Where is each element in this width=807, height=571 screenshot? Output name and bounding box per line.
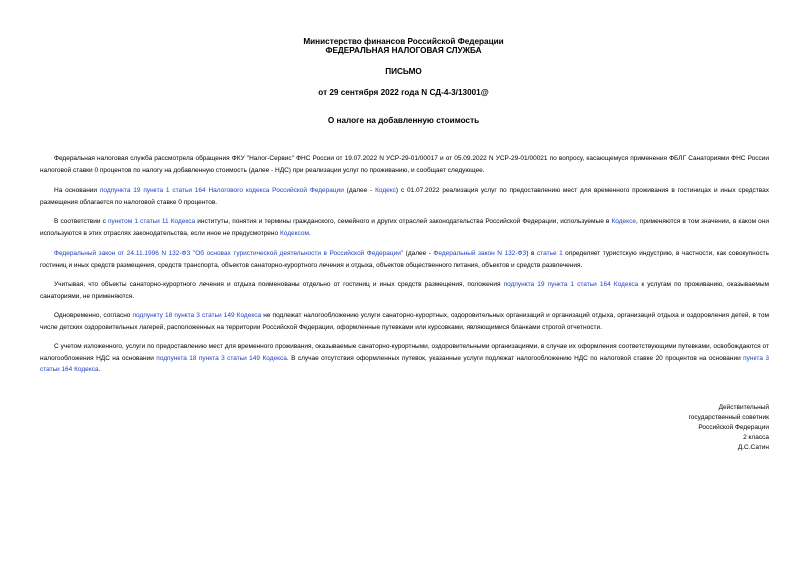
paragraph-6 [40,310,769,333]
paragraph-text: институты, понятия и термины гражданского, семейного и других отраслей законодательства Российской Федерации, используемые в [195,218,612,225]
paragraph-text: На основании [54,187,100,194]
link-tax-code-164-1-19[interactable]: подпункта 19 пункта 1 статьи 164 Налогового кодекса Российской Федерации [99,187,344,194]
paragraph-text: к услугам по проживанию, оказываемым санаториями, не применяются. [40,281,769,300]
link-federal-law-short[interactable]: Федеральный закон N 132-ФЗ [433,250,527,257]
paragraph-7 [40,341,769,376]
link-code-164-1-19[interactable]: подпункта 19 пункта 1 статьи 164 Кодекса [503,281,639,288]
link-federal-law-132fz[interactable]: Федеральный закон от 24.11.1996 N 132-ФЗ "Об основах туристической деятельности в Российской Федерации" [54,250,404,257]
document-date-number: от 29 сентября 2022 года N СД-4-3/13001@ [318,88,489,97]
link-code-149-3-18[interactable]: подпункту 18 пункта 3 статьи 149 Кодекса [132,312,262,319]
paragraph-text: Федеральная налоговая служба рассмотрела обращения ФКУ "Налог-Сервис" ФНС России от 19.07.2022 N УСР-29-01/00017 и от 05.09.2022 N УСР-29-01/00021 по вопросу, касающемуся применения ФБЛГ Санаториями ФНС России налоговой ставки 0 процентов по налогу на добавленную стоимость (далее - НДС) при реализации услуг по проживанию, и сообщает следующее. [40,155,769,174]
paragraph-text: . [308,229,311,237]
paragraph-text: . [98,366,101,373]
link-code[interactable]: Кодекс [375,187,396,194]
paragraph-text: (далее - [403,250,434,257]
service-name: ФЕДЕРАЛЬНАЯ НАЛОГОВАЯ СЛУЖБА [325,46,482,55]
paragraph-text: В соответствии с [54,218,108,225]
signature-block [609,403,769,453]
paragraph-text: . В случае отсутствия оформленных путевок, указанные услуги подлежат налогообложению НДС по налоговой ставке 20 процентов на основании [286,354,744,362]
link-code-11-1[interactable]: пунктом 1 статьи 11 Кодекса [107,218,196,225]
paragraph-text: Учитывая, что объекты санаторно-курортного лечения и отдыха поименованы отдельно от гостиниц и иных средств размещения, положения [54,281,504,288]
paragraph-text: ) с 01.07.2022 реализация услуг по предоставлению мест для временного проживания в гостиницах и иных средствах размещения облагается по налоговой ставке 0 процентов. [40,187,769,206]
ministry-name: Министерство финансов Российской Федерации [303,37,504,46]
paragraph-text: не подлежат налогообложению услуги санаторно-курортных, оздоровительных организаций и организаций отдыха, организаций отдыха и оздоровления детей, в том числе детских оздоровительных лагерей, расположенных на территории Российской Федерации, оформленные путевками или курсовками, являющимися бланками строгой отчетности. [40,312,769,331]
paragraph-4 [40,248,769,271]
paragraph-1 [40,153,769,176]
signature-title-line: государственный советник [688,414,769,421]
link-code-149-3-18[interactable]: подпункта 18 пункта 3 статьи 149 Кодекса [156,354,287,362]
signature-title-line: Российской Федерации [698,424,769,431]
document-type: ПИСЬМО [385,67,422,76]
paragraph-text: (далее - [343,187,376,194]
paragraph-text: Одновременно, согласно [54,312,133,319]
paragraph-3 [40,216,769,239]
signature-name: Д.С.Сатин [737,444,769,451]
document-subject: О налоге на добавленную стоимость [327,116,480,125]
signature-title-line: Действительный [718,404,769,411]
link-code[interactable]: Кодексе [611,218,636,225]
paragraph-5 [40,279,769,302]
link-code-164-3[interactable]: пункта 3 статьи 164 Кодекса [40,354,769,373]
paragraph-text: С учетом изложенного, услуги по предоставлению мест для временного проживания, оказываемые санаторно-курортными, оздоровительными организациями, в случае их оформления соответствующими путевками, освобождаются от налогообложения НДС на основании [40,343,769,362]
paragraph-text: ) в [526,250,537,257]
paragraph-text: , применяются в том значении, в каком они используются в этих отраслях законодательства, если иное не предусмотрено [40,218,769,237]
paragraph-text: определяет туристскую индустрию, в частности, как совокупность гостиниц и иных средств размещения, средств транспорта, объектов санаторно-курортного лечения и отдыха, объектов общественного питания, объектов и средств развлечения. [40,250,769,269]
link-code[interactable]: Кодексом [279,229,309,237]
signature-class-line: 2 класса [743,434,769,441]
paragraph-2 [40,185,769,208]
link-article-1[interactable]: статье 1 [536,250,563,257]
